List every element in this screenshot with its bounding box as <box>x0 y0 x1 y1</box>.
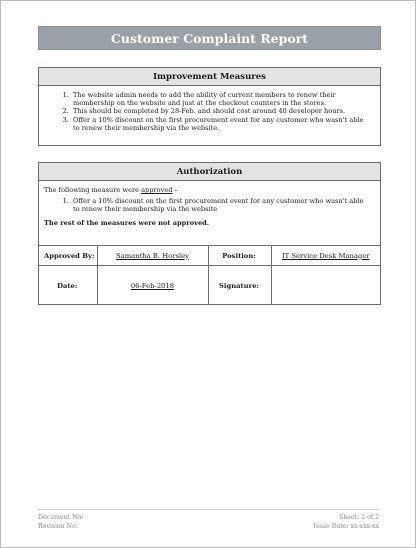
improvement-measures-section <box>38 67 381 146</box>
signature-field[interactable] <box>271 266 380 306</box>
position-label: Position: <box>208 246 271 266</box>
improvement-measures-heading: Improvement Measures <box>39 68 380 86</box>
intro-text: The following measure were <box>44 186 142 194</box>
authorization-body <box>39 181 380 227</box>
list-item: 2. This should be completed by 28-Feb. and should cost around 40 developer hours. <box>71 107 372 115</box>
revision-no-label: Revision No: <box>38 523 78 530</box>
date-label: Date: <box>39 266 97 306</box>
date-value <box>97 266 208 306</box>
improvement-measures-list <box>39 86 380 132</box>
list-item: 1. Offer a 10% discount on the first procurement event for any customer who wasn't able to renew their membership via the website <box>71 197 368 213</box>
authorization-intro <box>44 186 376 194</box>
sheet-number: Sheet: 2 of 2 <box>339 514 379 521</box>
position-text: IT Service Desk Manager <box>281 251 370 260</box>
signature-label: Signature: <box>208 266 271 306</box>
approved-measures-list <box>44 194 376 213</box>
approved-by-name: Samantha B. Horsley <box>115 251 189 260</box>
approved-by-label: Approved By: <box>39 246 97 266</box>
authorization-section <box>38 162 381 305</box>
position-value <box>271 246 380 266</box>
issue-date: Issue Date: xx-xxx-xx <box>313 523 379 530</box>
approved-status: approved <box>141 186 173 194</box>
approval-table <box>39 245 380 305</box>
list-item: 1. The website admin needs to add the ability of current members to renew their membership on the website and just at the checkout counters in the stores. <box>71 91 372 107</box>
date-text: 06-Feb-2018 <box>130 281 175 290</box>
not-approved-note: The rest of the measures were not approved. <box>44 218 210 227</box>
page-footer <box>38 509 379 531</box>
report-title: Customer Complaint Report <box>38 26 381 50</box>
approved-by-value <box>97 246 208 266</box>
document-no-label: Document No: <box>38 514 84 521</box>
authorization-heading: Authorization <box>39 163 380 181</box>
list-item: 3. Offer a 10% discount on the first procurement event for any customer who wasn't able to renew their membership via the website. <box>71 116 372 132</box>
intro-dash: – <box>172 186 178 194</box>
